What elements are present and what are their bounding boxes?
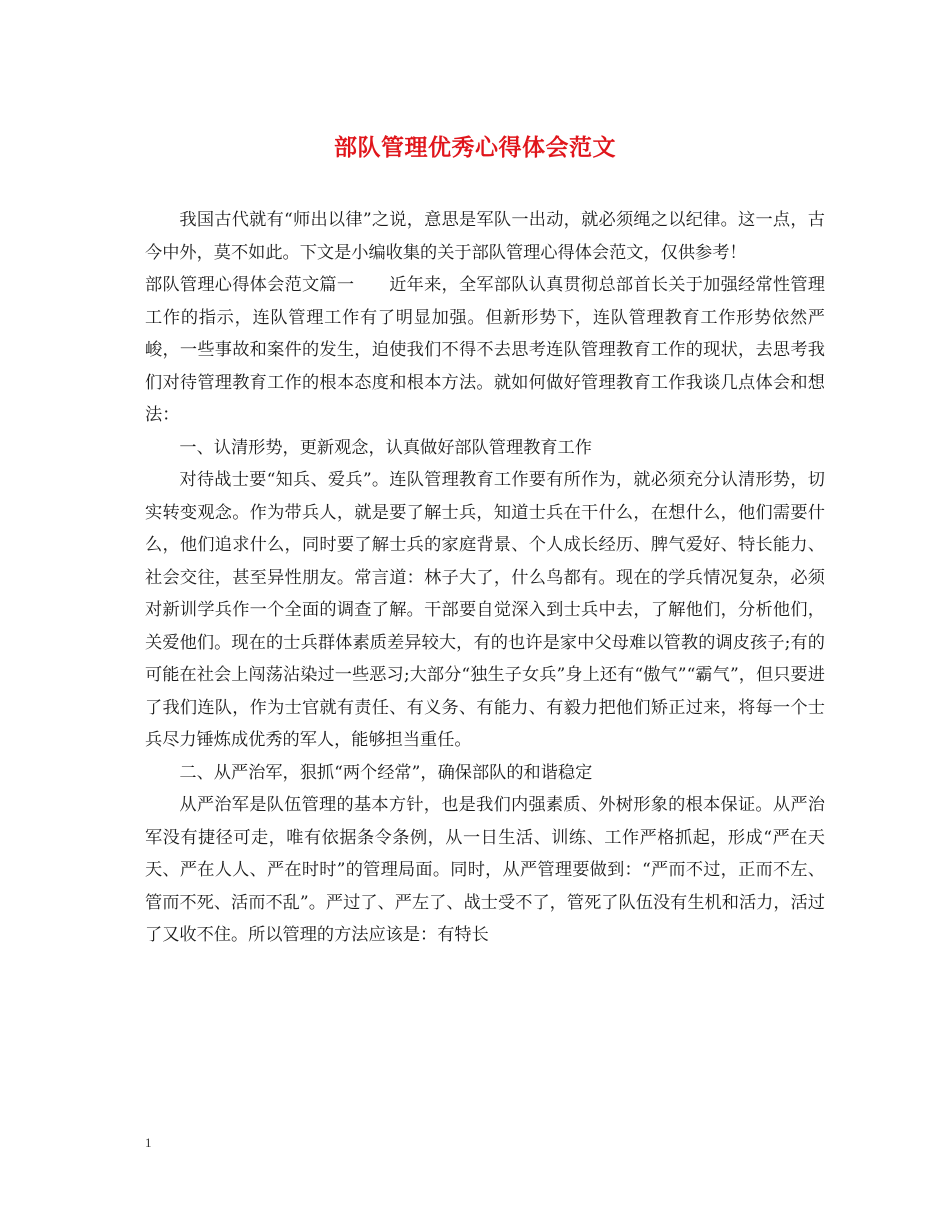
page-number: 1 bbox=[145, 1135, 152, 1150]
document-title: 部队管理优秀心得体会范文 bbox=[334, 134, 616, 161]
document-body bbox=[145, 204, 825, 952]
section-one-intro-paragraph: 部队管理心得体会范文篇一 近年来，全军部队认真贯彻总部首长关于加强经常性管理工作的指示，连队管理工作有了明显加强。但新形势下，连队管理教育工作形势依然严峻，一些事故和案件的发生，迫使我们不得不去思考连队管理教育工作的现状，去思考我们对待管理教育工作的根本态度和根本方法。就如何做好管理教育工作我谈几点体会和想法： bbox=[145, 275, 825, 425]
body-paragraph-1: 对待战士要“知兵、爱兵”。连队管理教育工作要有所作为，就必须充分认清形势，切实转变观念。作为带兵人，就是要了解士兵，知道士兵在干什么，在想什么，他们需要什么，他们追求什么，同时要了解士兵的家庭背景、个人成长经历、脾气爱好、特长能力、社会交往，甚至异性朋友。常言道：林子大了，什么鸟都有。现在的学兵情况复杂，必须对新训学兵作一个全面的调查了解。干部要自觉深入到士兵中去，了解他们，分析他们，关爱他们。现在的士兵群体素质差异较大，有的也许是家中父母难以管教的调皮孩子;有的可能在社会上闯荡沾染过一些恶习;大部分“独生子女兵”身上还有“傲气”“霸气”，但只要进了我们连队，作为士官就有责任、有义务、有能力、有毅力把他们矫正过来，将每一个士兵尽力锤炼成优秀的军人，能够担当重任。 bbox=[145, 470, 825, 750]
intro-paragraph: 我国古代就有“师出以律”之说，意思是军队一出动，就必须绳之以纪律。这一点，古今中外，莫不如此。下文是小编收集的关于部队管理心得体会范文，仅供参考！ bbox=[145, 210, 825, 263]
body-paragraph-2: 从严治军是队伍管理的基本方针，也是我们内强素质、外树形象的根本保证。从严治军没有捷径可走，唯有依据条令条例，从一日生活、训练、工作严格抓起，形成“严在天天、严在人人、严在时时”的管理局面。同时，从严管理要做到：“严而不过，正而不左、管而不死、活而不乱”。严过了、严左了、战士受不了，管死了队伍没有生机和活力，活过了又收不住。所以管理的方法应该是：有特长 bbox=[145, 795, 825, 945]
section-heading-2: 二、从严治军，狠抓“两个经常”，确保部队的和谐稳定 bbox=[179, 762, 593, 783]
section-heading-1: 一、认清形势，更新观念，认真做好部队管理教育工作 bbox=[179, 437, 592, 458]
